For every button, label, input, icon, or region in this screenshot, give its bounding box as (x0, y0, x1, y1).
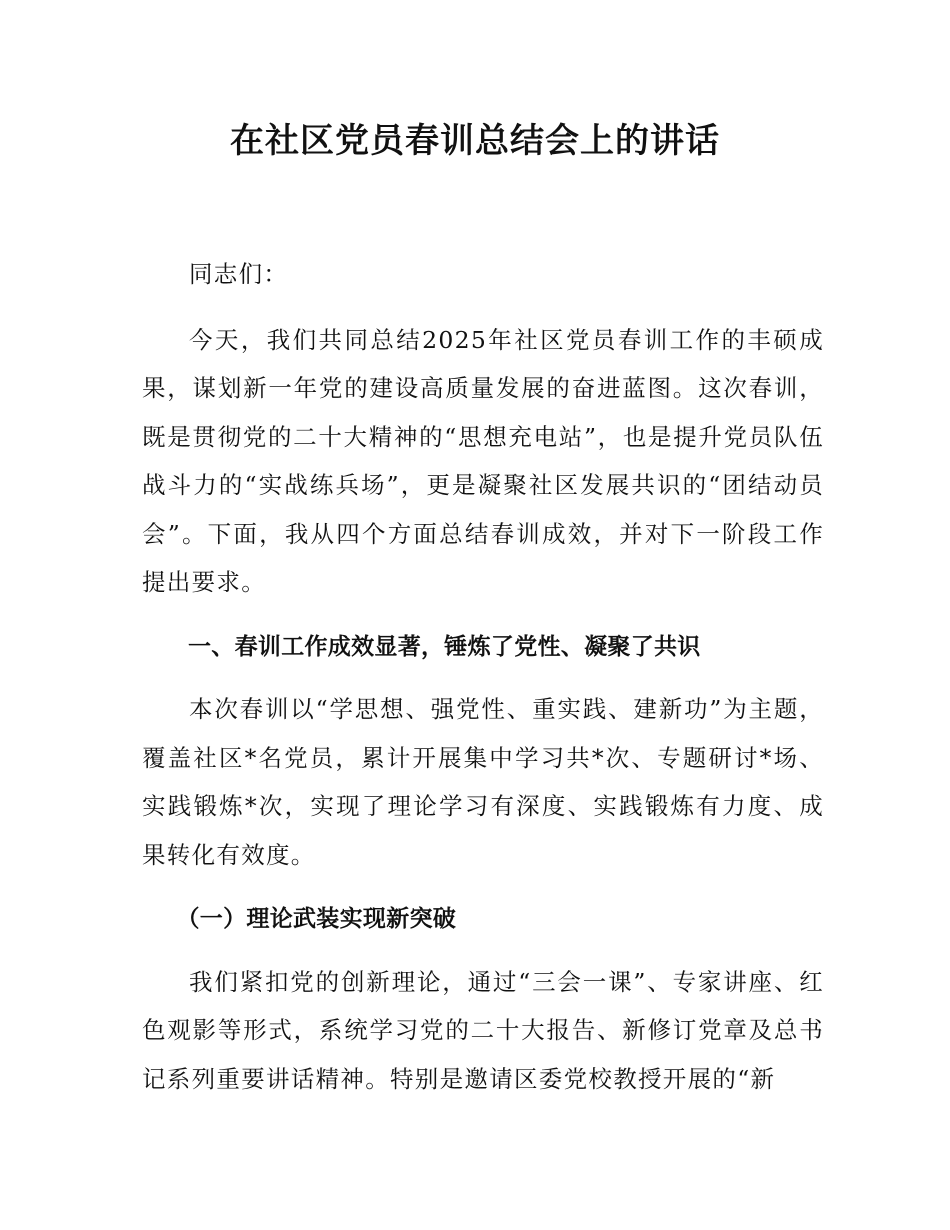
intro-paragraph: 今天，我们共同总结2025年社区党员春训工作的丰硕成果，谋划新一年党的建设高质量发展的奋进蓝图。这次春训，既是贯彻党的二十大精神的“思想充电站”，也是提升党员队伍战斗力的“实战练兵场”，更是凝聚社区发展共识的“团结动员会”。下面，我从四个方面总结春训成效，并对下一阶段工作提出要求。 (142, 325, 824, 596)
subsection-1-heading: （一）理论武装实现新突破 (176, 906, 457, 932)
document-title: 在社区党员春训总结会上的讲话 (230, 121, 720, 161)
subsection-1-paragraph: 我们紧扣党的创新理论，通过“三会一课”、专家讲座、红色观影等形式，系统学习党的二十大报告、新修订党章及总书记系列重要讲话精神。特别是邀请区委党校教授开展的“新 (142, 967, 824, 1093)
section-1-paragraph: 本次春训以“学思想、强党性、重实践、建新功”为主题，覆盖社区*名党员，累计开展集中学习共*次、专题研讨*场、实践锻炼*次，实现了理论学习有深度、实践锻炼有力度、成果转化有效度。 (142, 695, 824, 869)
document-body (142, 250, 824, 1119)
section-1-heading: 一、春训工作成效显著，锤炼了党性、凝聚了共识 (188, 633, 701, 660)
greeting: 同志们： (189, 260, 289, 288)
